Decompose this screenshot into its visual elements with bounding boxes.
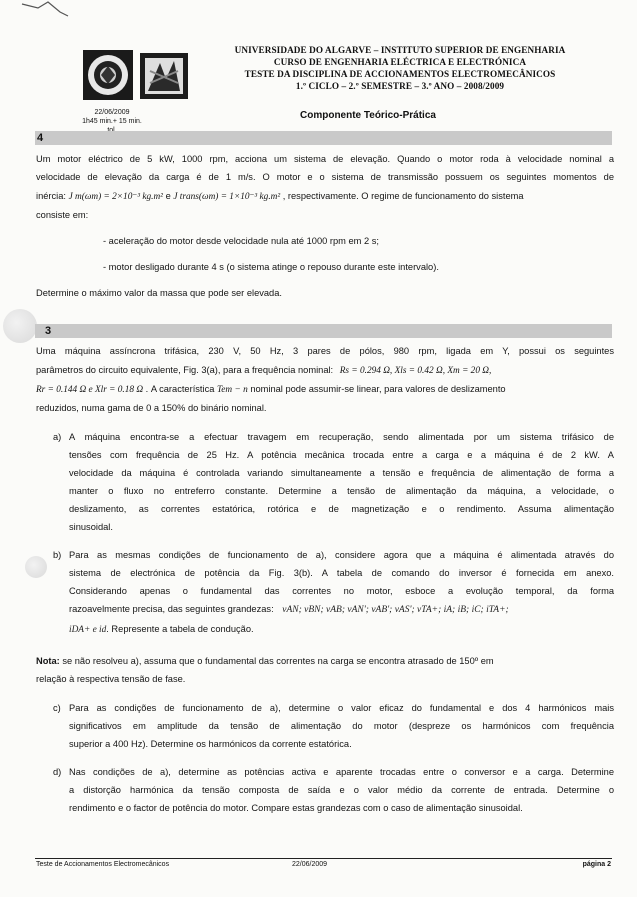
q4-bullet-acceleration: - aceleração do motor desde velocidade nula até 1000 rpm em 2 s; [103,236,379,246]
question-4-number: 4 [37,132,44,144]
q3-line-4: reduzidos, numa gama de 0 a 150% do binário nominal. [36,403,267,413]
note-line-1 [36,656,614,667]
component-title: Componente Teórico-Prática [300,110,436,121]
header-block [190,44,610,92]
q3-line-3-tail: nominal pode assumir-se linear, para valores de deslizamento [250,384,506,394]
item-d-label: d) [53,767,62,777]
item-a-line-2: tensões com frequência de 25 Hz. A potência mecânica trocada entre a carga e a máquina é de 2 kW. A [69,450,614,460]
q4-line-1: Um motor eléctrico de 5 kW, 1000 rpm, acciona um sistema de elevação. Quando o motor roda à velocidade nominal a [36,154,614,164]
q3-line-1: Uma máquina assíncrona trifásica, 230 V, 50 Hz, 3 pares de pólos, 980 rpm, ligada em Y, possui os seguintes [36,346,614,356]
q4-equation-motor-inertia: J m(ωm) = 2×10⁻³ kg.m² [68,192,163,202]
handwritten-quantities-2: iDA+ e id [69,625,107,635]
punch-hole [25,556,47,578]
q3-equation-stator-params: Rs = 0.294 Ω, Xls = 0.42 Ω, Xm = 20 Ω, [339,366,492,376]
question-4-header-bar [35,131,612,145]
item-a-label: a) [53,432,62,442]
item-d-line-1: Nas condições de a), determine as potências activa e aparente trocadas entre o conversor e a carga. Determine [69,767,614,777]
q3-line-2 [36,365,614,377]
exam-date: 22/06/2009 [94,109,130,116]
item-c-line-3: superior a 400 Hz). Determine os harmónicos da corrente estatórica. [69,739,352,749]
note-label: Nota: [36,656,60,666]
header-line-discipline: TESTE DA DISCIPLINA DE ACCIONAMENTOS ELECTROMECÂNICOS [244,69,556,79]
item-c-label: c) [53,703,61,713]
item-b-line-2: sistema de electrónica de potência da Fig. 3(b). A tabela de comando do inversor é fornecida em anexo. [69,568,614,578]
item-b-line-1: Para as mesmas condições de funcionamento de a), considere agora que a máquina é alimentada através do [69,550,614,560]
question-3-header-bar [35,324,612,338]
item-a-line-6: sinusoidal. [69,522,113,532]
q4-and: e [165,191,171,201]
footer-rule [35,858,612,859]
item-d-line-2: a distorção harmónica da tensão composta de saída e o valor médio da corrente de entrada. Determine o [69,785,614,795]
item-b-conduction-table: . Represente a tabela de condução. [106,624,254,634]
q4-inertia-label: inércia: [36,191,66,201]
header-line-course: CURSO DE ENGENHARIA ELÉCTRICA E ELECTRÓNICA [273,57,527,67]
item-b-line-4 [69,604,614,616]
note-line-2: relação à respectiva tensão de fase. [36,674,186,684]
item-a-line-1: A máquina encontra-se a efectuar travagem em recuperação, sendo alimentada por um sistema trifásico de [69,432,614,442]
handwritten-quantities: vAN; vBN; vAB; vAN'; vAB'; vAS'; vTA+; iA; iB; iC; iTA+; [282,605,509,615]
footer-page-number: página 2 [582,861,611,868]
exam-duration: 1h45 min.+ 15 min. [82,118,142,125]
item-c-line-1: Para as condições de funcionamento de a), determine o valor eficaz do fundamental e dos 4 harmónicos mais [69,703,614,713]
header-line-university: UNIVERSIDADE DO ALGARVE – INSTITUTO SUPERIOR DE ENGENHARIA [234,45,566,55]
university-seal-logo [83,50,133,100]
q4-equation-transmission-inertia: J trans(ωm) = 1×10⁻³ kg.m² [173,192,281,202]
footer-course-name: Teste de Accionamentos Electromecânicos [36,861,170,868]
q3-line-3 [36,384,614,396]
item-d-line-3: rendimento e o factor de potência do motor. Compare estas grandezas com o caso de alimentação sinusoidal. [69,803,523,813]
q4-line-4: consiste em: [36,210,89,220]
footer-date: 22/06/2009 [292,861,328,868]
item-a-line-4: manter o fluxo no entreferro constante. Determine a tensão de alimentação da máquina, a velocidade, o [69,486,614,496]
punch-hole [3,309,37,343]
institute-logo [140,53,188,99]
header-line-cycle: 1.º CICLO – 2.º SEMESTRE – 3.º ANO – 2008/2009 [295,81,505,91]
item-a-line-3: velocidade da máquina é controlada variando simultaneamente a tensão e frequência de alimentação de forma a [69,468,614,478]
q4-line-2: velocidade de elevação da carga é de 1 m/s. O motor e o sistema de transmissão possuem os seguintes momentos de [36,172,614,182]
note-text-1: se não resolveu a), assuma que o fundamental das correntes na carga se encontra atrasado de 150º em [59,656,494,666]
scan-mark-icon [20,0,80,20]
q4-inertia-tail: , respectivamente. O regime de funcionamento do sistema [282,191,524,201]
q3-equation-torque-speed: Tem − n [216,385,248,395]
item-b-label: b) [53,550,62,560]
item-b-line-3: Considerando apenas o fundamental das correntes no motor, esboce a evolução temporal, da forma [69,586,614,596]
q3-equation-rotor-params: Rr = 0.144 Ω e Xlr = 0.18 Ω [36,385,144,395]
item-b-quantities-label: razoavelmente precisa, das seguintes grandezas: [69,604,274,614]
item-b-line-5 [69,624,614,636]
q4-line-3 [36,191,614,203]
item-a-line-5: deslizamento, as correntes estatórica, rotórica e de magnetização e o rendimento. Assuma alimentação [69,504,614,514]
q4-bullet-stopped: - motor desligado durante 4 s (o sistema atinge o repouso durante este intervalo). [103,262,439,272]
q4-question: Determine o máximo valor da massa que pode ser elevada. [36,288,282,298]
question-3-number: 3 [45,325,52,337]
item-c-line-2: significativos em amplitude da tensão de alimentação do motor (despreze os harmónicos com frequência [69,721,614,731]
q3-characteristic-label: . A característica [145,384,215,394]
q3-parameters-label: parâmetros do circuito equivalente, Fig. 3(a), para a frequência nominal: [36,365,334,375]
